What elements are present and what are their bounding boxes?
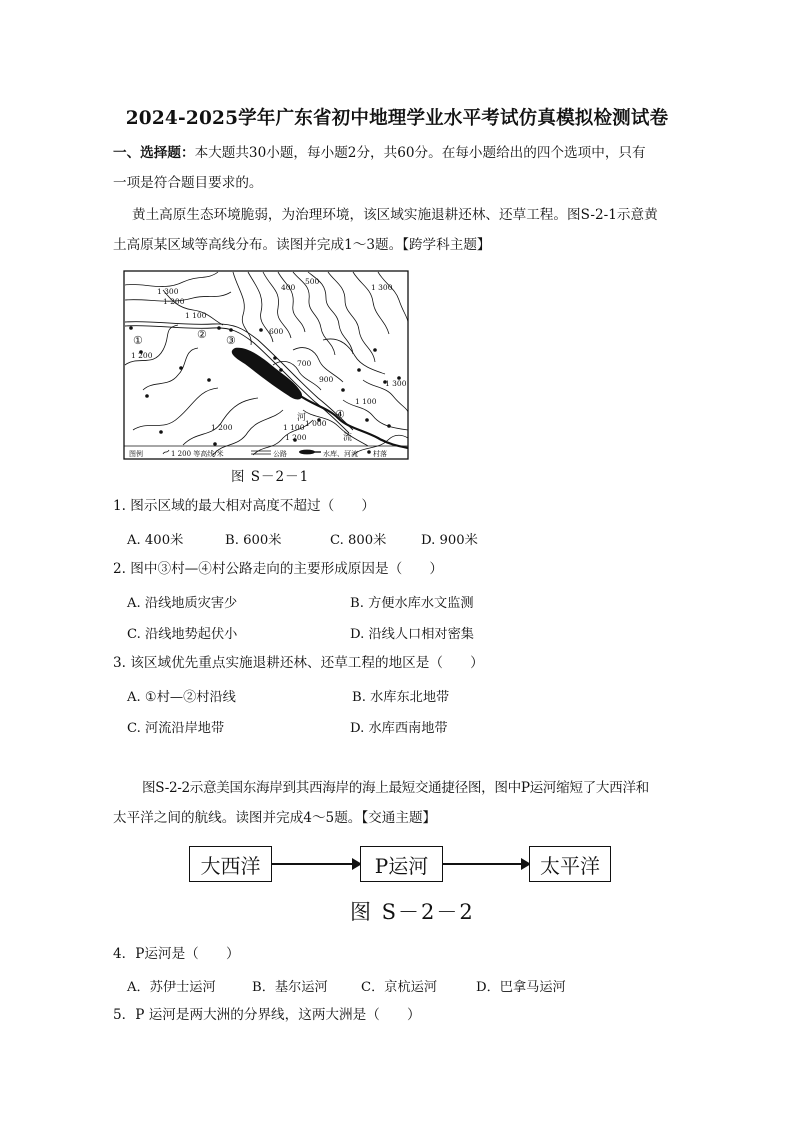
contour-label: 1 300 xyxy=(157,287,179,296)
section-intro xyxy=(113,144,646,162)
passage1-line1: 黄土高原生态环境脆弱，为治理环境，该区域实施退耕还林、还草工程。图S-2-1示意黄 xyxy=(132,207,658,223)
contour-label: 1 100 xyxy=(283,423,305,432)
arrow-right-icon xyxy=(443,863,529,865)
contour-label: 1 000 xyxy=(305,419,327,428)
contour-label: 1 300 xyxy=(385,379,407,388)
q4-option-c: C．京杭运河 xyxy=(361,980,438,995)
contour-label: 1 200 xyxy=(211,423,233,432)
contour-label: 1 200 xyxy=(163,297,185,306)
legend-title: 图例 xyxy=(129,450,143,458)
q1-option-b: B. 600米 xyxy=(225,533,282,548)
question-1-stem: 1. 图示区域的最大相对高度不超过（ ） xyxy=(113,498,375,514)
q1-option-a: A. 400米 xyxy=(127,533,184,548)
q3-option-c: C. 河流沿岸地带 xyxy=(127,721,225,736)
passage2-line2: 太平洋之间的航线。读图并完成4～5题。【交通主题】 xyxy=(113,810,437,826)
legend-contour: 1 200 等高线/米 xyxy=(171,450,224,458)
section-heading: 一、选择题： xyxy=(113,145,195,161)
page-title: 2024-2025学年广东省初中地理学业水平考试仿真模拟检测试卷 xyxy=(125,108,669,129)
question-4-stem: 4．P运河是（ ） xyxy=(113,946,240,962)
q4-option-b: B．基尔运河 xyxy=(252,980,328,995)
contour-map-figure xyxy=(123,270,409,460)
q4-option-d: D．巴拿马运河 xyxy=(476,980,566,995)
box-p-canal: P运河 xyxy=(360,846,443,882)
q1-option-d: D. 900米 xyxy=(421,533,478,548)
river-label-right: 流 xyxy=(343,433,353,443)
legend-village: 村落 xyxy=(373,450,387,458)
village-mark-1: ① xyxy=(133,334,143,347)
river-label-left: 河 xyxy=(297,413,307,423)
contour-label: 1 200 xyxy=(131,351,153,360)
contour-label: 500 xyxy=(305,277,320,286)
arrow-right-icon xyxy=(272,863,360,865)
box-pacific: 太平洋 xyxy=(529,846,611,882)
q2-option-d: D. 沿线人口相对密集 xyxy=(350,627,474,642)
q3-option-a: A. ①村—②村沿线 xyxy=(127,690,236,705)
q4-option-a: A．苏伊士运河 xyxy=(127,980,216,995)
q1-option-c: C. 800米 xyxy=(330,533,387,548)
figure1-caption: 图 S－2－1 xyxy=(231,469,310,485)
contour-label: 1 100 xyxy=(355,397,377,406)
q3-option-d: D. 水库西南地带 xyxy=(350,721,448,736)
contour-label: 1 300 xyxy=(371,283,393,292)
q2-option-c: C. 沿线地势起伏小 xyxy=(127,627,238,642)
question-3-stem: 3. 该区域优先重点实施退耕还林、还草工程的地区是（ ） xyxy=(113,655,484,671)
figure2-caption: 图 S－2－2 xyxy=(350,900,475,924)
passage1-line2: 土高原某区域等高线分布。读图并完成1～3题。【跨学科主题】 xyxy=(113,237,491,253)
question-2-stem: 2. 图中③村—④村公路走向的主要形成原因是（ ） xyxy=(113,561,443,577)
contour-label: 1 100 xyxy=(185,311,207,320)
contour-label: 700 xyxy=(297,359,312,368)
contour-label: 900 xyxy=(319,375,334,384)
contour-label: 1 200 xyxy=(285,433,307,442)
village-mark-3: ③ xyxy=(226,334,236,347)
q2-option-b: B. 方便水库水文监测 xyxy=(350,596,474,611)
box-atlantic: 大西洋 xyxy=(189,846,272,882)
village-mark-4: ④ xyxy=(335,408,345,421)
canal-flow-diagram xyxy=(189,846,611,924)
passage2-line1: 图S-2-2示意美国东海岸到其西海岸的海上最短交通捷径图，图中P运河缩短了大西洋和 xyxy=(142,780,649,796)
q3-option-b: B. 水库东北地带 xyxy=(352,690,450,705)
section-intro-line2: 一项是符合题目要求的。 xyxy=(113,175,263,191)
legend-road: 公路 xyxy=(273,450,287,458)
contour-label: 600 xyxy=(269,327,284,336)
question-5-stem: 5．P 运河是两大洲的分界线，这两大洲是（ ） xyxy=(113,1007,421,1023)
contour-label: 400 xyxy=(281,283,296,292)
legend-water: 水库、河流 xyxy=(323,450,358,458)
section-intro-line1: 本大题共30小题，每小题2分，共60分。在每小题给出的四个选项中，只有 xyxy=(194,145,646,161)
q2-option-a: A. 沿线地质灾害少 xyxy=(127,596,238,611)
village-mark-2: ② xyxy=(197,328,207,341)
